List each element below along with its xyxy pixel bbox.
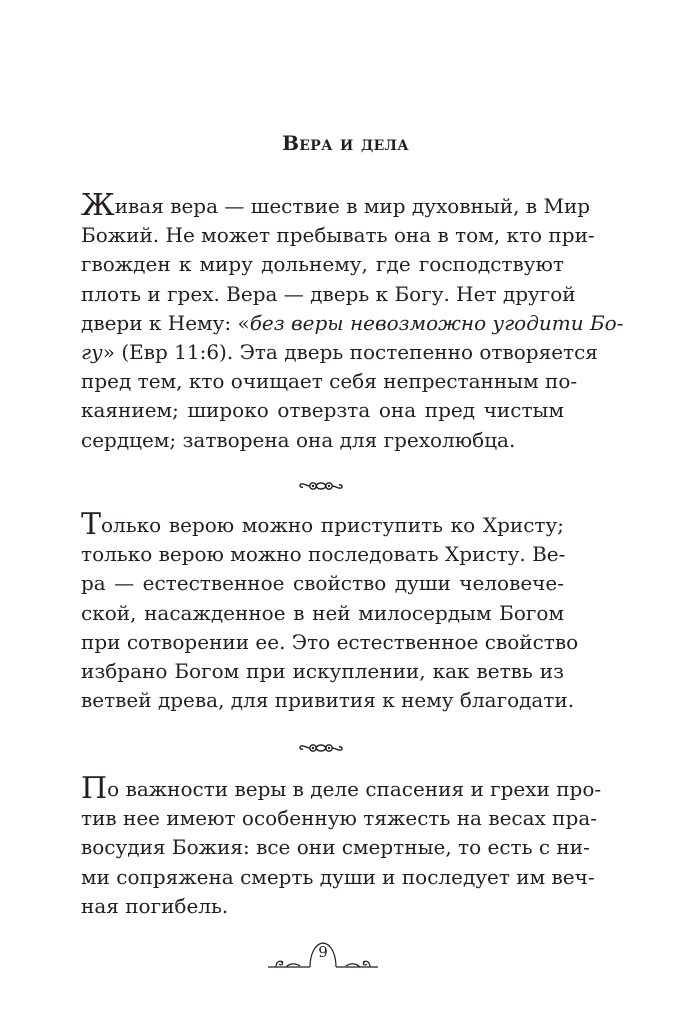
text-line: тив нее имеют особенную тяжесть на весах пра- bbox=[81, 806, 597, 831]
text-line: при сотворении ее. Это естественное свойство bbox=[81, 629, 579, 654]
drop-letter: Ж bbox=[81, 188, 115, 223]
text-line: Живая вера — шествие в мир духовный, в Мир bbox=[81, 188, 591, 223]
scripture-quote: гу bbox=[81, 340, 103, 365]
text-line: ра — естественное свойство души человече- bbox=[81, 571, 564, 596]
text-line: избрано Богом при искуплении, как ветвь из bbox=[81, 659, 564, 684]
paragraph-3 bbox=[81, 771, 602, 921]
page-title: Вера и дела bbox=[282, 131, 409, 155]
text-line: плоть и грех. Вера — дверь к Богу. Нет другой bbox=[81, 281, 576, 306]
drop-letter: П bbox=[81, 771, 108, 806]
text-line: двери к Нему: «без веры невозможно угодити Бо- bbox=[81, 310, 624, 335]
text-line: гвожден к миру дольнему, где господствуют bbox=[81, 252, 564, 277]
text-line: ветвей древа, для привития к нему благодати. bbox=[81, 688, 575, 713]
page-folio bbox=[266, 936, 380, 974]
text-line: Божий. Не может пребывать она в том, кто при- bbox=[81, 223, 595, 248]
text-line: восудия Божия: все они смертные, то есть с ни- bbox=[81, 835, 590, 860]
text-line: гу» (Евр 11:6). Эта дверь постепенно отворяется bbox=[81, 340, 598, 365]
scripture-quote: без веры невозможно угодити Бо- bbox=[249, 310, 624, 335]
page-number: 9 bbox=[318, 943, 328, 961]
text-line: По важности веры в деле спасения и грехи про- bbox=[81, 771, 602, 806]
ornament-divider-icon bbox=[296, 740, 346, 756]
text-line: каянием; широко отверзта она пред чистым bbox=[81, 398, 564, 423]
drop-letter: Т bbox=[81, 507, 102, 542]
text-line: только верою можно последовать Христу. Ве- bbox=[81, 542, 566, 567]
text-line: сердцем; затворена она для грехолюбца. bbox=[81, 427, 516, 452]
text-line: пред тем, кто очищает себя непрестанным по- bbox=[81, 369, 578, 394]
paragraph-1 bbox=[81, 188, 624, 455]
paragraph-2 bbox=[81, 507, 579, 715]
text-line: Только верою можно приступить ко Христу; bbox=[81, 507, 564, 542]
ornament-divider-icon bbox=[296, 478, 346, 494]
text-line: ской, насажденное в ней милосердым Богом bbox=[81, 600, 564, 625]
text-line: ми сопряжена смерть души и последует им веч- bbox=[81, 864, 595, 889]
text-line: ная погибель. bbox=[81, 893, 229, 918]
